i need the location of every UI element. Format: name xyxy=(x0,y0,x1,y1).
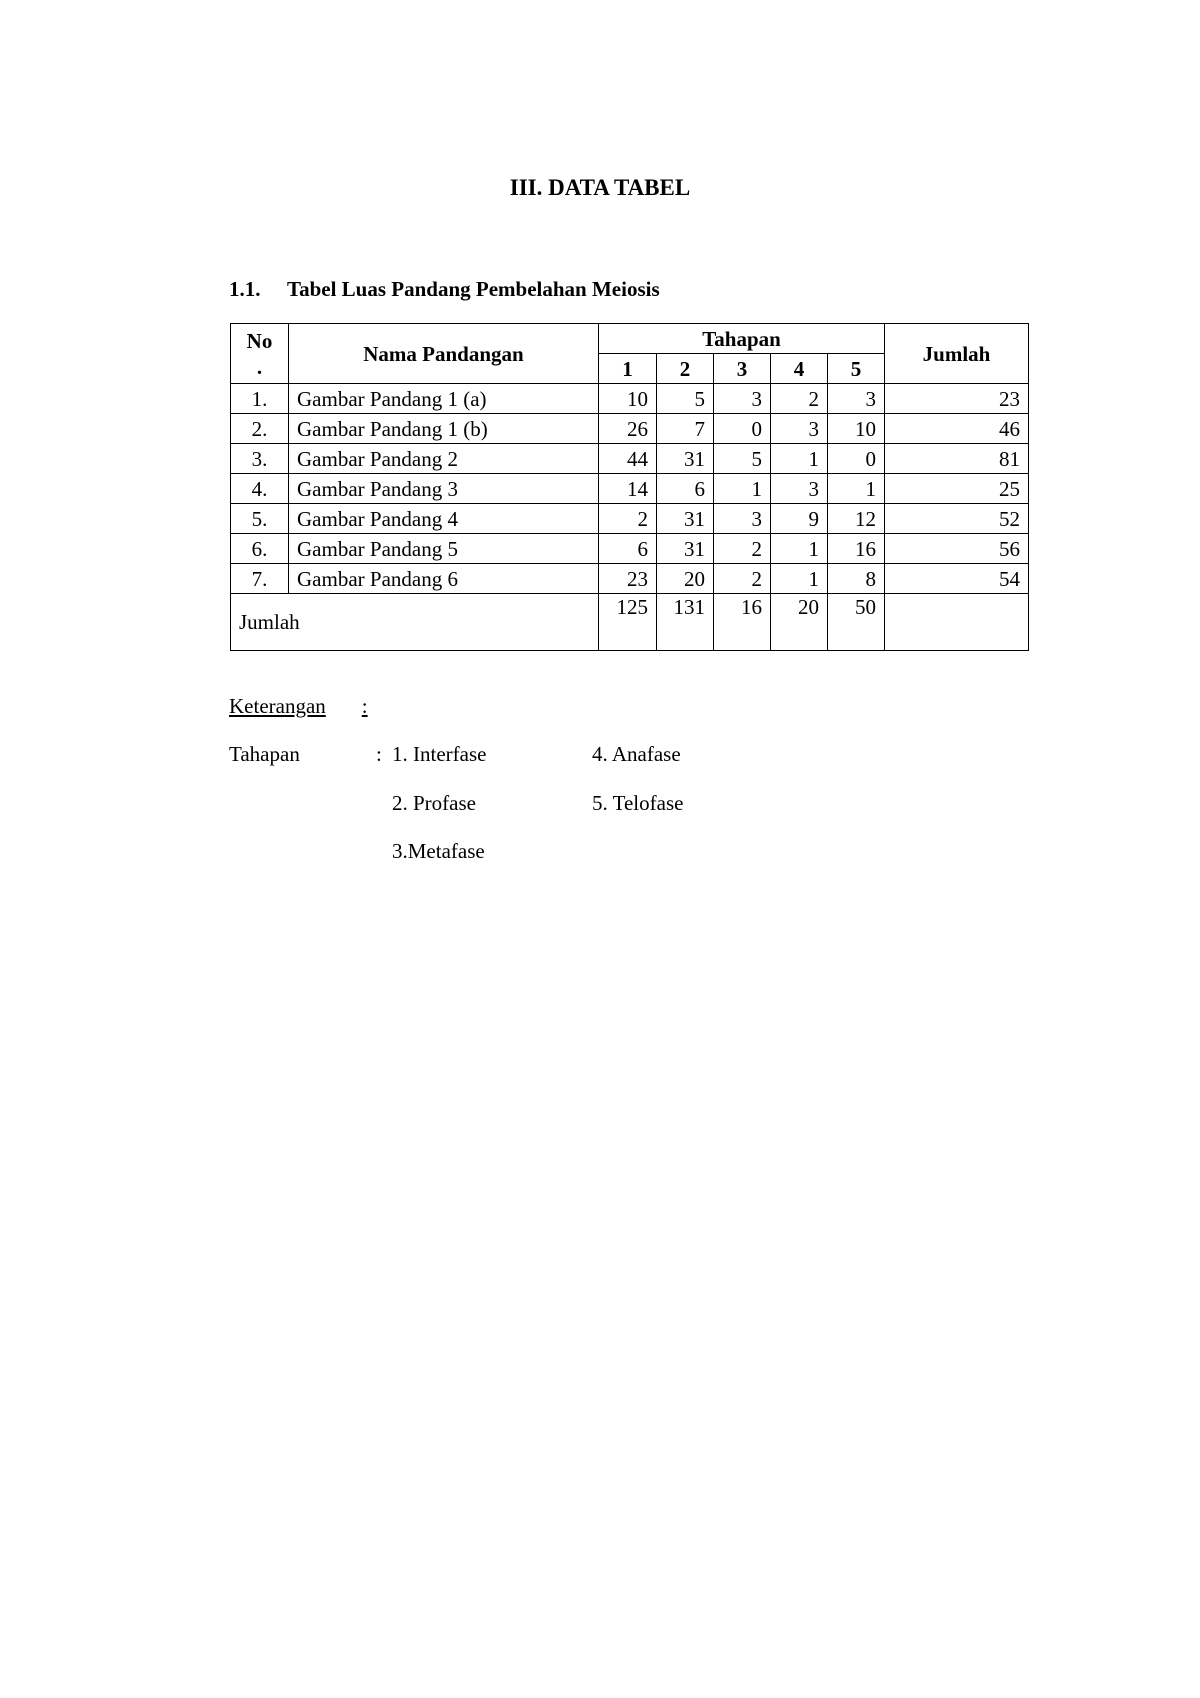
row-no: 1. xyxy=(231,384,289,414)
row-stage-1: 6 xyxy=(599,534,657,564)
row-stage-5: 0 xyxy=(828,444,885,474)
table-row xyxy=(231,474,1029,504)
table-caption xyxy=(229,277,660,302)
row-stage-5: 1 xyxy=(828,474,885,504)
meiosis-table xyxy=(230,323,1029,651)
legend-label-colon: : xyxy=(376,742,382,766)
row-total: 81 xyxy=(885,444,1029,474)
row-name: Gambar Pandang 1 (b) xyxy=(289,414,599,444)
table-caption-number: 1.1. xyxy=(229,277,261,301)
row-stage-1: 23 xyxy=(599,564,657,594)
row-total: 25 xyxy=(885,474,1029,504)
table-header-row xyxy=(231,324,1029,354)
row-name: Gambar Pandang 2 xyxy=(289,444,599,474)
totals-stage-3: 16 xyxy=(714,594,771,651)
row-stage-4: 3 xyxy=(771,414,828,444)
row-total: 23 xyxy=(885,384,1029,414)
row-stage-2: 5 xyxy=(657,384,714,414)
page-heading: III. DATA TABEL xyxy=(509,175,691,200)
header-stage-3: 3 xyxy=(714,354,771,384)
legend-item-telofase: 5. Telofase xyxy=(592,791,684,815)
legend-label: Tahapan xyxy=(229,742,300,766)
row-no: 6. xyxy=(231,534,289,564)
row-no: 7. xyxy=(231,564,289,594)
row-no: 3. xyxy=(231,444,289,474)
row-stage-3: 2 xyxy=(714,564,771,594)
row-stage-1: 26 xyxy=(599,414,657,444)
row-stage-4: 9 xyxy=(771,504,828,534)
row-name: Gambar Pandang 4 xyxy=(289,504,599,534)
row-stage-3: 0 xyxy=(714,414,771,444)
header-stage-1: 1 xyxy=(599,354,657,384)
legend-item-metafase: 3.Metafase xyxy=(392,839,485,863)
row-stage-1: 10 xyxy=(599,384,657,414)
row-stage-3: 3 xyxy=(714,384,771,414)
totals-stage-1: 125 xyxy=(599,594,657,651)
header-stage-5: 5 xyxy=(828,354,885,384)
row-total: 54 xyxy=(885,564,1029,594)
totals-stage-5: 50 xyxy=(828,594,885,651)
row-no: 2. xyxy=(231,414,289,444)
row-stage-5: 3 xyxy=(828,384,885,414)
totals-row xyxy=(231,594,1029,651)
row-stage-2: 31 xyxy=(657,444,714,474)
totals-stage-2: 131 xyxy=(657,594,714,651)
row-stage-5: 8 xyxy=(828,564,885,594)
header-stage-4: 4 xyxy=(771,354,828,384)
row-no: 4. xyxy=(231,474,289,504)
row-stage-4: 1 xyxy=(771,564,828,594)
table-row xyxy=(231,444,1029,474)
row-stage-1: 14 xyxy=(599,474,657,504)
row-stage-3: 2 xyxy=(714,534,771,564)
header-name: Nama Pandangan xyxy=(289,324,599,384)
table-caption-title: Tabel Luas Pandang Pembelahan Meiosis xyxy=(287,277,660,301)
header-total: Jumlah xyxy=(885,324,1029,384)
row-stage-1: 44 xyxy=(599,444,657,474)
row-stage-5: 12 xyxy=(828,504,885,534)
row-stage-2: 6 xyxy=(657,474,714,504)
header-stage-2: 2 xyxy=(657,354,714,384)
legend-item-profase: 2. Profase xyxy=(392,791,476,815)
totals-stage-4: 20 xyxy=(771,594,828,651)
legend-title: Keterangan : xyxy=(229,694,368,718)
row-no: 5. xyxy=(231,504,289,534)
row-stage-5: 16 xyxy=(828,534,885,564)
header-stage-group: Tahapan xyxy=(599,324,885,354)
legend-item-anafase: 4. Anafase xyxy=(592,742,681,766)
row-stage-1: 2 xyxy=(599,504,657,534)
row-name: Gambar Pandang 1 (a) xyxy=(289,384,599,414)
row-name: Gambar Pandang 6 xyxy=(289,564,599,594)
table-row xyxy=(231,384,1029,414)
row-total: 52 xyxy=(885,504,1029,534)
totals-label: Jumlah xyxy=(231,594,599,651)
row-stage-2: 31 xyxy=(657,504,714,534)
row-stage-3: 5 xyxy=(714,444,771,474)
table-row xyxy=(231,534,1029,564)
header-no: No . xyxy=(231,324,289,384)
row-stage-4: 2 xyxy=(771,384,828,414)
row-stage-5: 10 xyxy=(828,414,885,444)
row-stage-2: 31 xyxy=(657,534,714,564)
row-total: 56 xyxy=(885,534,1029,564)
table-row xyxy=(231,414,1029,444)
row-stage-4: 1 xyxy=(771,444,828,474)
row-stage-3: 1 xyxy=(714,474,771,504)
row-name: Gambar Pandang 3 xyxy=(289,474,599,504)
legend-item-interfase: 1. Interfase xyxy=(392,742,487,766)
table-row xyxy=(231,504,1029,534)
row-stage-2: 7 xyxy=(657,414,714,444)
row-stage-3: 3 xyxy=(714,504,771,534)
row-total: 46 xyxy=(885,414,1029,444)
table-row xyxy=(231,564,1029,594)
row-stage-4: 1 xyxy=(771,534,828,564)
row-stage-2: 20 xyxy=(657,564,714,594)
row-stage-4: 3 xyxy=(771,474,828,504)
row-name: Gambar Pandang 5 xyxy=(289,534,599,564)
totals-grand-total xyxy=(885,594,1029,651)
